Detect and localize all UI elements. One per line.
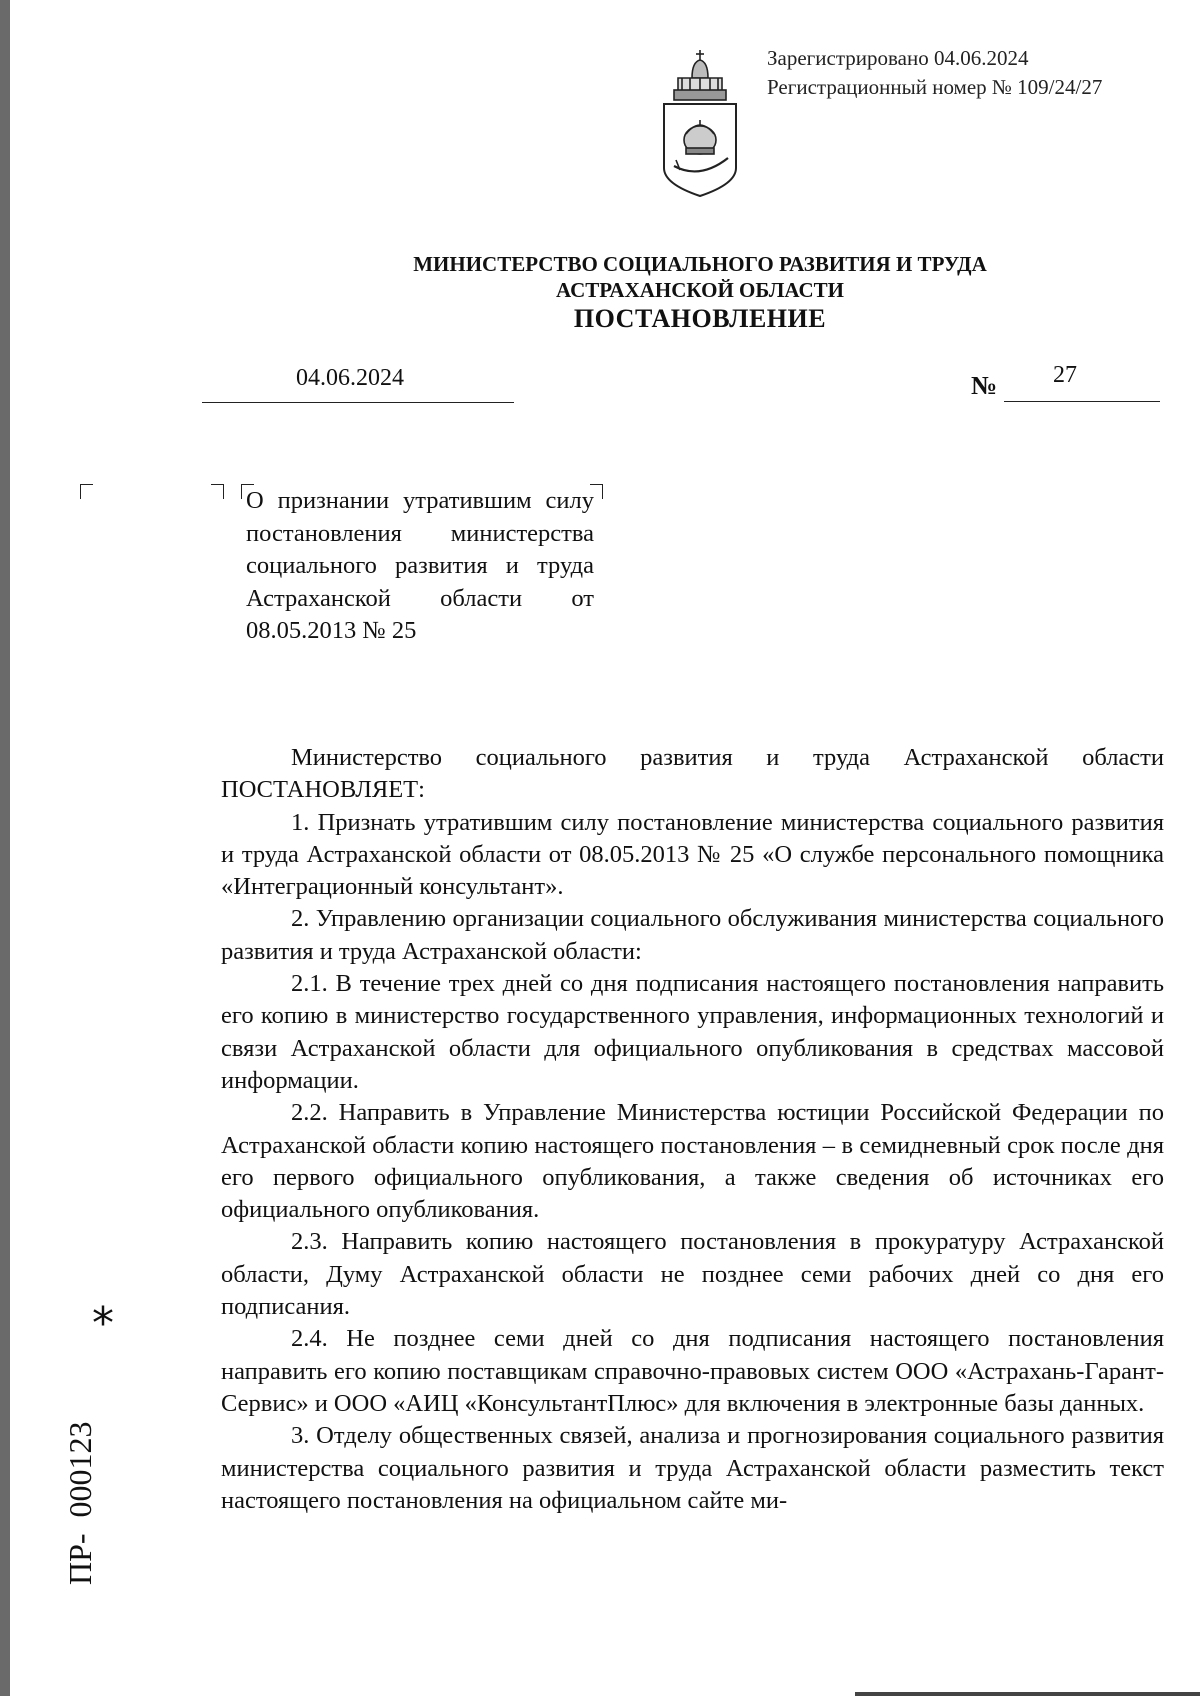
registration-date: Зарегистрировано 04.06.2024 [767, 46, 1029, 70]
body-intro: Министерство социального развития и труда Астраханской области ПОСТАНОВЛЯЕТ: [221, 744, 1164, 804]
body-item: 2.4. Не позднее семи дней со дня подписания настоящего постановления направить его копию поставщикам справочно-правовых систем ООО «Астрахань-Гарант-Сервис» и ООО «АИЦ «КонсультантПлюс» для включения в электронные базы данных. [221, 1325, 1164, 1417]
document-number: 27 [1053, 362, 1077, 388]
body-item: 2. Управлению организации социального обслуживания министерства социального развития и труда Астраханской области: [221, 905, 1164, 965]
number-sign: № [971, 371, 998, 400]
body-item: 1. Признать утратившим силу постановление министерства социального развития и труда Астраханской области от 08.05.2013 № 25 «О службе персонального помощника «Интеграционный консультант». [221, 808, 1164, 901]
body-item: 2.2. Направить в Управление Министерства юстиции Российской Федерации по Астраханской области копию настоящего постановления – в семидневный срок после дня его первого официального опубликования, а также сведения об источниках его официального опубликования. [221, 1099, 1164, 1224]
scan-bottom-edge [855, 1692, 1200, 1696]
document-type-title: ПОСТАНОВЛЕНИЕ [573, 304, 827, 333]
ministry-name-line1: МИНИСТЕРСТВО СОЦИАЛЬНОГО РАЗВИТИЯ И ТРУДА [413, 252, 987, 276]
registration-stamp [767, 44, 1102, 102]
margin-star-mark: * [92, 1298, 114, 1349]
document-subject: О признании утратившим силу постановления министерства социального развития и труда Астраханской области от 08.05.2013 № 25 [246, 487, 594, 644]
document-body [221, 742, 1164, 1517]
document-date: 04.06.2024 [296, 365, 404, 391]
body-item: 3. Отделу общественных связей, анализа и прогнозирования социального развития министерства социального развития и труда Астраханской области разместить текст настоящего постановления на официальном сайте ми- [221, 1422, 1164, 1514]
body-item: 2.1. В течение трех дней со дня подписания настоящего постановления направить его копию в министерство государственного управления, информационных технологий и связи Астраханской области для официального опубликования в средствах массовой информации. [221, 970, 1164, 1094]
corner-mark [80, 484, 93, 499]
body-item: 2.3. Направить копию настоящего постановления в прокуратуру Астраханской области, Думу Астраханской области не позднее семи рабочих дней со дня его подписания. [221, 1228, 1164, 1321]
astrakhan-coat-of-arms-icon [660, 48, 740, 198]
number-underline [1004, 401, 1160, 402]
corner-mark [211, 484, 224, 499]
registration-number: Регистрационный номер № 109/24/27 [767, 75, 1103, 99]
ministry-name-line2: АСТРАХАНСКОЙ ОБЛАСТИ [555, 278, 845, 302]
date-underline [202, 402, 514, 403]
margin-document-code: ПР- 000123 [62, 1421, 98, 1585]
